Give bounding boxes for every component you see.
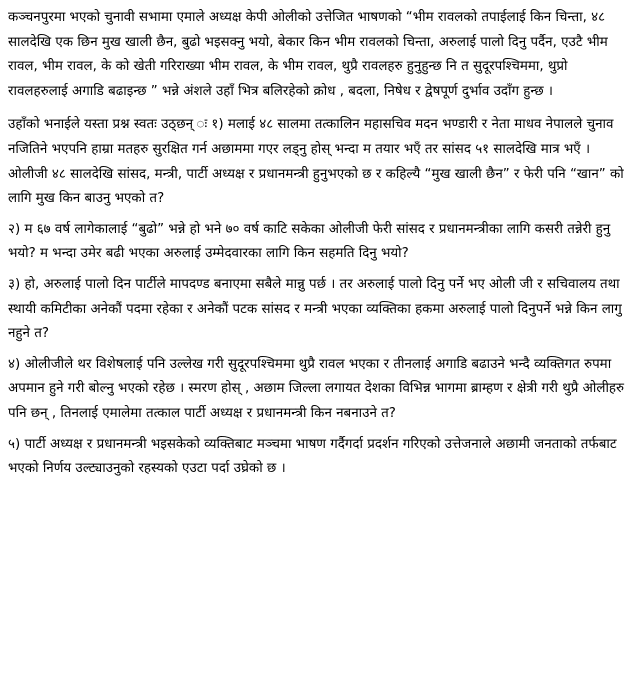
paragraph-intro: कञ्चनपुरमा भएको चुनावी सभामा एमाले अध्यक्ष केपी ओलीको उत्तेजित भाषणको “भीम रावलको तपाईलाई किन चिन्ता, ४८ सालदेखि एक छिन मुख खाली छैन, बुढो भइसक्नु भयो, बेकार किन भीम रावलको चिन्ता, अरुलाई पालो दिनु पर्दैन, एउटै भीम रावल, भीम रावल, के को खेती गरिराख्या भीम रावल, के भीम रावल, थुप्रै रावलहरु हुनुहुन्छ नि त सुदूरपश्चिममा, थुप्रो रावलहरुलाई अगाडि बढाइन्छ ” भन्ने अंशले उहाँ भित्र बलिरहेको क्रोध , बदला, निषेध र द्वेषपूर्ण दुर्भाव उदाँग हुन्छ । [8, 10, 608, 99]
paragraph-question-3: ३) हो, अरुलाई पालो दिन पार्टीले मापदण्ड बनाएमा सबैले मान्नु पर्छ । तर अरुलाई पालो दिनु पर्ने भए ओली जी र सचिवालय तथा स्थायी कमिटीका अनेकौं पदमा रहेका र अनेकौं पटक सांसद र मन्त्री भएका व्यक्तिका हकमा अरुलाई पालो दिनुपर्ने भन्ने किन लागु नहुने त? [8, 276, 622, 342]
paragraph-question-4: ४) ओलीजीले थर विशेषलाई पनि उल्लेख गरी सुदूरपश्चिममा थुप्रै रावल भएका र तीनलाई अगाडि बढाउने भन्दै व्यक्तिगत रुपमा अपमान हुने गरी बोल्नु भएको रहेछ । स्मरण होस् , अछाम जिल्ला लगायत देशका विभिन्न भागमा ब्राम्हण र क्षेत्री गरी थुप्रै ओलीहरु पनि छन् , तिनलाई एमालेमा तत्काल पार्टी अध्यक्ष र प्रधानमन्त्री किन नबनाउने त? [8, 356, 625, 421]
paragraph-question-5: ५) पार्टी अध्यक्ष र प्रधानमन्त्री भइसकेको व्यक्तिबाट मञ्चमा भाषण गर्दैगर्दा प्रदर्शन गरिएको उत्तेजनाले अछामी जनताको तर्फबाट भएको निर्णय उल्ट्याउनुको रहस्यको एउटा पर्दा उघ्रेको छ । [8, 436, 617, 477]
paragraph-question-1: उहाँको भनाईले यस्ता प्रश्न स्वतः उठ्छन् ः १) मलाई ४८ सालमा तत्कालिन महासचिव मदन भण्डारी र नेता माधव नेपालले चुनाव नजितिने भएपनि हाम्रा मतहरु सुरक्षित गर्न अछाममा गएर लड्नु होस् भन्दा म तयार भएँ तर सांसद ५१ सालदेखि मात्र भएँ । ओलीजी ४८ सालदेखि सांसद, मन्त्री, पार्टी अध्यक्ष र प्रधानमन्त्री हुनुभएको छ र कहिल्यै “मुख खाली छैन” र फेरी पनि “खान” को लागि मुख किन बाउनु भएको त? [8, 117, 624, 207]
paragraph-question-2: २) म ६७ वर्ष लागेकालाई “बुढो” भन्ने हो भने ७० वर्ष काटि सकेका ओलीजी फेरी सांसद र प्रधानमन्त्रीका लागि कसरी तन्नेरी हुनु भयो? म भन्दा उमेर बढी भएका अरुलाई उम्मेदवारका लागि किन सहमति दिनु भयो? [8, 221, 611, 262]
